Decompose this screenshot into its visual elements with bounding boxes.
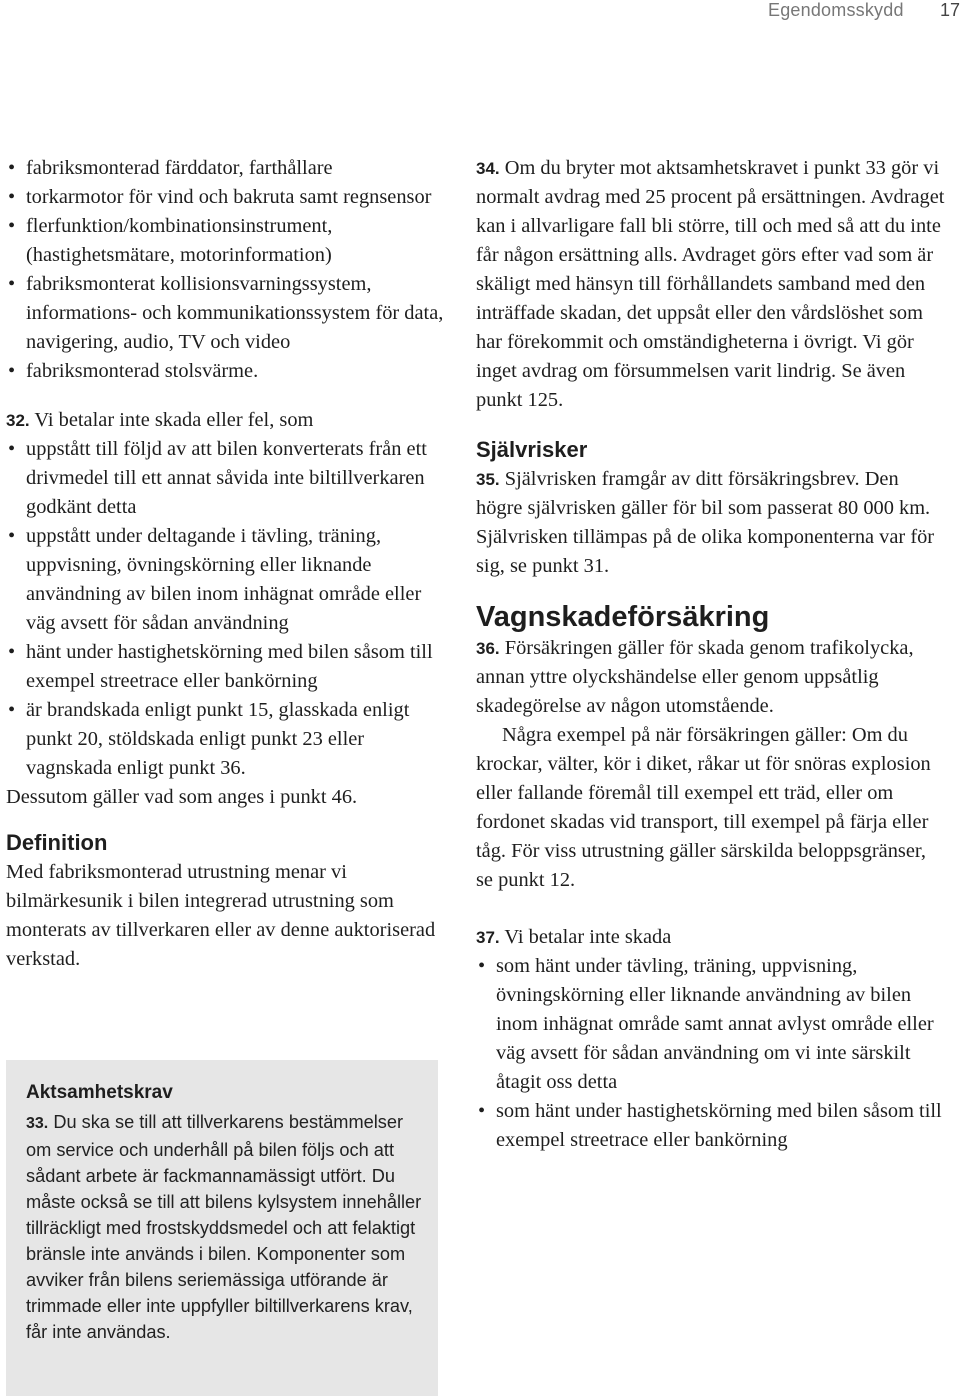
equipment-list bbox=[6, 154, 446, 386]
vagnskada-heading: Vagnskadeförsäkring bbox=[476, 601, 770, 633]
box-heading: Aktsamhetskrav bbox=[26, 1082, 173, 1103]
definition-heading: Definition bbox=[6, 830, 108, 855]
paragraph-text: Vi betalar inte skada eller fel, som bbox=[34, 409, 314, 431]
page-header bbox=[0, 0, 960, 30]
section-number: 37. bbox=[476, 928, 500, 947]
definition-text: Med fabriksmonterad utrustning menar vi bilmärkesunik i bilen integrerad utrustning som monterats av tillverkaren eller av denne auktoriserad verkstad. bbox=[6, 861, 436, 970]
section-number: 32. bbox=[6, 411, 30, 430]
right-column bbox=[476, 154, 946, 1155]
paragraph-32-outro: Dessutom gäller vad som anges i punkt 46. bbox=[6, 786, 358, 808]
list-item: • fabriksmonterad färddator, farthållare bbox=[6, 154, 446, 183]
paragraph-text: Om du bryter mot aktsamhetskravet i punkt 33 gör vi normalt avdrag med 25 procent på ersättningen. Avdraget kan i allvarligare fall bli större, till och med så att du inte får någon ersättning alls. Avdraget görs efter vad som är skäligt med hänsyn till förhållandets samband med den inträffade skadan, det uppsåt eller den vårdslöshet som har förekommit och omständigheterna i övrigt. Vi gör inget avdrag om försummelsen varit lindrig. Se även punkt 125. bbox=[476, 157, 945, 411]
page-number: 17 bbox=[940, 0, 960, 20]
list-item: • fabriksmonterad stolsvärme. bbox=[6, 357, 446, 386]
paragraph-32-intro bbox=[6, 406, 446, 435]
list-item: • hänt under hastighetskörning med bilen såsom till exempel streetrace eller bankörning bbox=[6, 638, 446, 696]
paragraph-text: Försäkringen gäller för skada genom trafikolycka, annan yttre olyckshändelse eller genom uppsåtlig skadegörelse av någon utomstående. bbox=[476, 637, 914, 717]
section-number: 35. bbox=[476, 470, 500, 489]
section-number: 36. bbox=[476, 639, 500, 658]
left-column bbox=[6, 154, 446, 974]
list-item: • är brandskada enligt punkt 15, glasskada enligt punkt 20, stöldskada enligt punkt 23 eller vagnskada enligt punkt 36. bbox=[6, 696, 446, 783]
paragraph-36 bbox=[476, 634, 946, 721]
section-number: 33. bbox=[26, 1115, 49, 1132]
exclusion-list-37 bbox=[476, 952, 946, 1155]
list-item: • uppstått under deltagande i tävling, träning, uppvisning, övningskörning eller liknande användning av bilen inom inhägnat område eller väg avsett för sådan användning bbox=[6, 522, 446, 638]
paragraph-text: Självrisken framgår av ditt försäkringsbrev. Den högre självrisken gäller för bil som passerat 80 000 km. Självrisken tillämpas på de olika komponenterna var för sig, se punkt 31. bbox=[476, 468, 935, 577]
list-item: • flerfunktion/kombinationsinstrument, (hastighetsmätare, motorinformation) bbox=[6, 212, 446, 270]
paragraph-36-examples: Några exempel på när försäkringen gäller: Om du krockar, välter, kör i diket, råkar ut för snöras explosion eller fallande föremål till exempel ett träd, eller om fordonet skadas vid transport, till exempel på färja eller tåg. För viss utrustning gäller särskilda beloppsgränser, se punkt 12. bbox=[476, 724, 931, 891]
section-number: 34. bbox=[476, 159, 500, 178]
list-item: • som hänt under hastighetskörning med bilen såsom till exempel streetrace eller bankörning bbox=[476, 1097, 946, 1155]
paragraph-37-intro bbox=[476, 923, 946, 952]
list-item: • som hänt under tävling, träning, uppvisning, övningskörning eller liknande användning av bilen inom inhägnat område samt annat avlyst område eller väg avsett för sådan användning om vi inte särskilt åtagit oss detta bbox=[476, 952, 946, 1097]
header-title: Egendomsskydd bbox=[768, 0, 904, 20]
paragraph-text: Du ska se till att tillverkarens bestämmelser om service och underhåll på bilen följs och att sådant arbete är fackmannamässigt utfört. Du måste också se till att bilens kylsystem innehåller tillräckligt med frostskyddsmedel och att felaktigt bränsle inte används i bilen. Komponenter som avviker från bilens seriemässiga utförande är trimmade eller inte uppfyller biltillverkarens krav, får inte användas. bbox=[26, 1112, 422, 1342]
aktsamhetskrav-box bbox=[6, 1060, 438, 1396]
sjalvrisker-heading: Självrisker bbox=[476, 437, 588, 462]
exclusion-list bbox=[6, 435, 446, 783]
list-item: • torkarmotor för vind och bakruta samt regnsensor bbox=[6, 183, 446, 212]
paragraph-34 bbox=[476, 154, 946, 415]
paragraph-text: Vi betalar inte skada bbox=[504, 926, 672, 948]
box-paragraph bbox=[26, 1109, 426, 1345]
list-item: • fabriksmonterat kollisionsvarningssystem, informations- och kommunikationssystem för data, navigering, audio, TV och video bbox=[6, 270, 446, 357]
paragraph-35 bbox=[476, 465, 946, 581]
list-item: • uppstått till följd av att bilen konverterats från ett drivmedel till ett annat såvida inte biltillverkaren godkänt detta bbox=[6, 435, 446, 522]
